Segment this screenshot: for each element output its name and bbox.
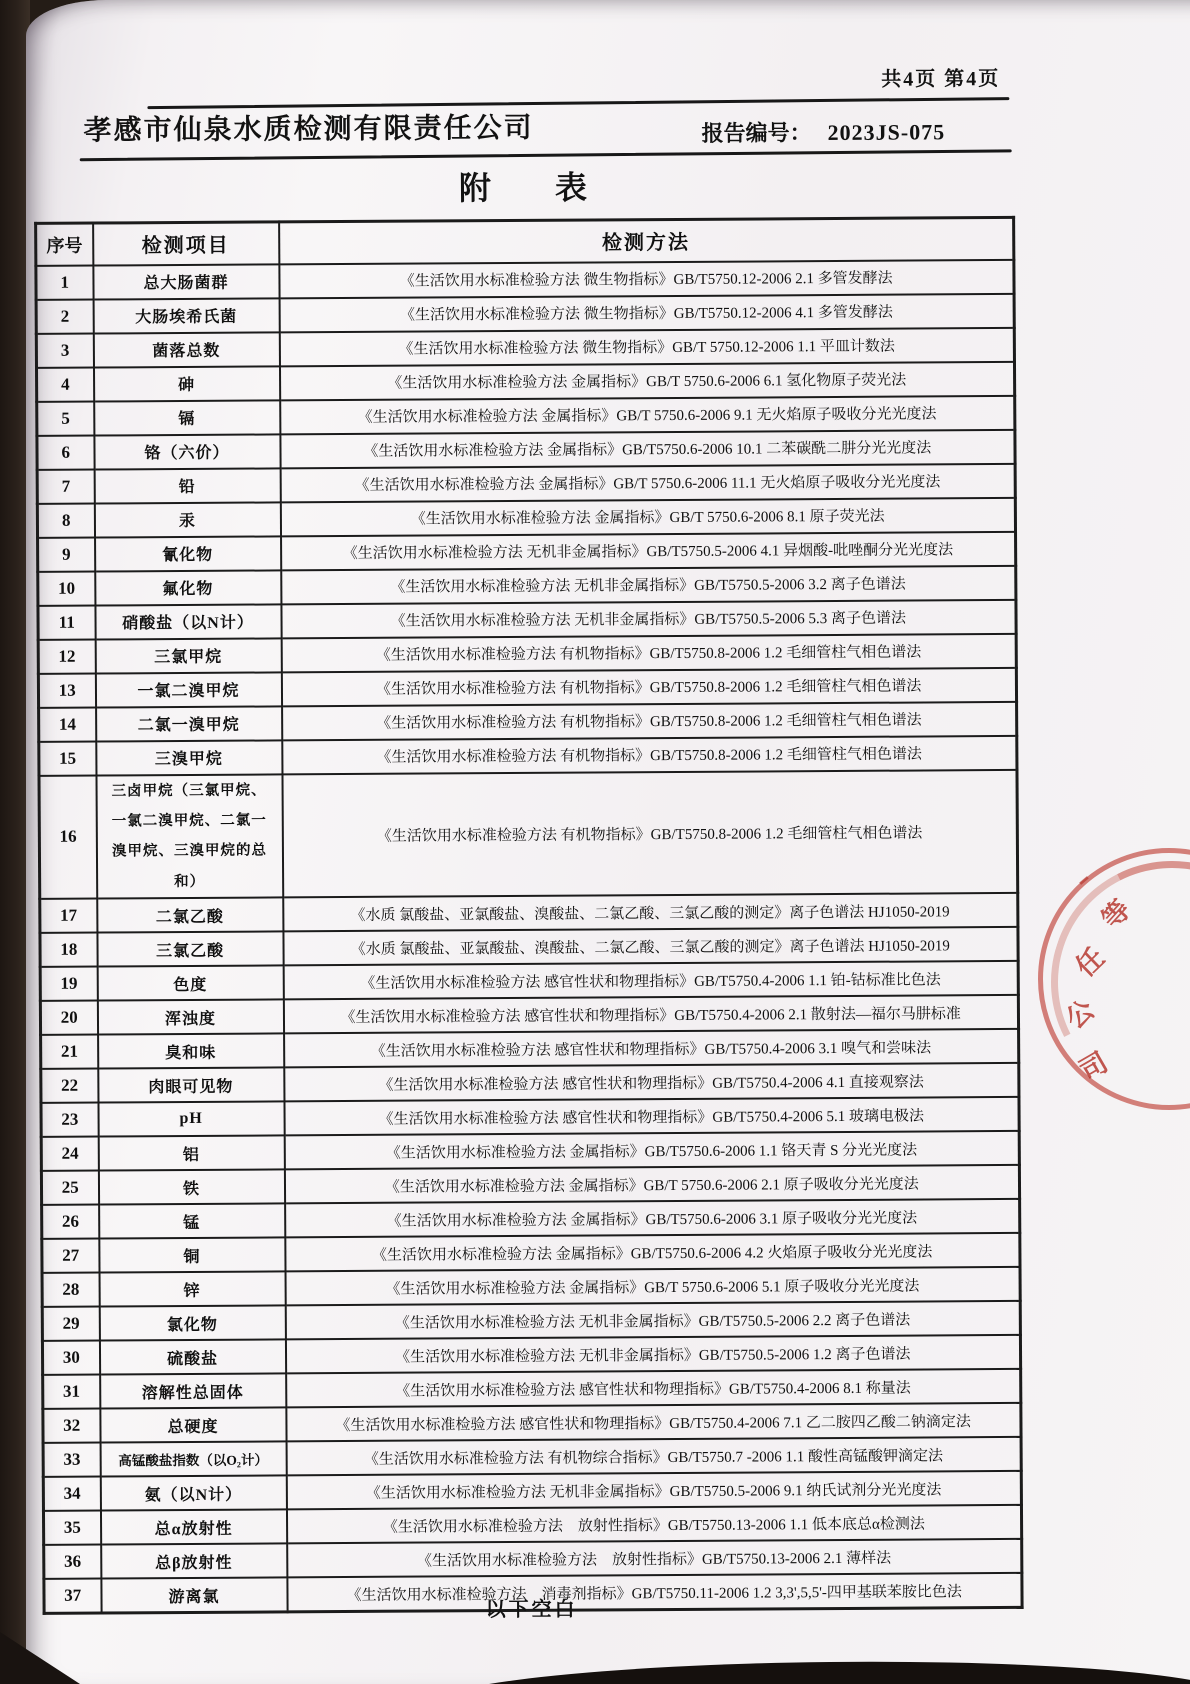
row-number: 17	[40, 899, 97, 933]
appendix-title: 附 表	[458, 169, 588, 207]
test-method: 《生活饮用水标准检验方法 感官性状和物理指标》GB/T5750.4-2006 5.1 玻璃电极法	[284, 1097, 1019, 1135]
row-number: 32	[43, 1409, 100, 1443]
row-number: 14	[39, 707, 96, 741]
test-method: 《生活饮用水标准检验方法 金属指标》GB/T5750.6-2006 3.1 原子吸收分光光度法	[285, 1199, 1020, 1237]
test-item: pH	[98, 1102, 284, 1137]
test-item: 色度	[97, 966, 283, 1001]
company-name: 孝感市仙泉水质检测有限责任公司	[83, 112, 534, 147]
row-number: 33	[43, 1443, 100, 1477]
column-header-method: 检测方法	[279, 217, 1014, 263]
test-item: 大肠埃希氏菌	[93, 298, 279, 333]
column-header-item: 检测项目	[93, 222, 279, 265]
test-item: 游离氯	[101, 1578, 287, 1613]
row-number: 30	[42, 1341, 99, 1375]
header-rule-bottom	[80, 149, 1012, 161]
test-method: 《生活饮用水标准检验方法 无机非金属指标》GB/T5750.5-2006 1.2 离子色谱法	[285, 1335, 1020, 1373]
test-method: 《生活饮用水标准检验方法 微生物指标》GB/T5750.12-2006 4.1 多管发酵法	[279, 293, 1014, 331]
row-number: 31	[43, 1375, 100, 1409]
test-method: 《生活饮用水标准检验方法 有机物指标》GB/T5750.8-2006 1.2 毛细管柱气相色谱法	[282, 735, 1017, 773]
row-number: 37	[44, 1579, 101, 1613]
row-number: 26	[42, 1205, 99, 1239]
test-method: 《生活饮用水标准检验方法 金属指标》GB/T 5750.6-2006 2.1 原子吸收分光光度法	[284, 1165, 1019, 1203]
row-number: 29	[42, 1307, 99, 1341]
test-method: 《生活饮用水标准检验方法 无机非金属指标》GB/T5750.5-2006 4.1 异烟酸-吡唑酮分光光度法	[281, 531, 1016, 569]
seal-character: 司	[1074, 1046, 1113, 1087]
test-method: 《生活饮用水标准检验方法 无机非金属指标》GB/T5750.5-2006 3.2 离子色谱法	[281, 565, 1016, 603]
test-method: 《生活饮用水标准检验方法 放射性指标》GB/T5750.13-2006 1.1 低本底总α检测法	[286, 1505, 1021, 1543]
row-number: 21	[41, 1035, 98, 1069]
test-item: 铝	[98, 1136, 284, 1171]
row-number: 5	[37, 401, 94, 435]
seal-character: 公	[1060, 994, 1101, 1035]
row-number: 15	[39, 741, 96, 775]
test-method: 《生活饮用水标准检验方法 无机非金属指标》GB/T5750.5-2006 2.2 离子色谱法	[285, 1301, 1020, 1339]
test-item: 铬（六价）	[94, 434, 280, 469]
test-item: 二氯一溴甲烷	[96, 706, 282, 741]
page-corner-shadow-bottom-left	[0, 1632, 80, 1684]
test-item: 三氯乙酸	[97, 932, 283, 967]
row-number: 2	[36, 299, 93, 333]
test-method: 《生活饮用水标准检验方法 金属指标》GB/T 5750.6-2006 5.1 原子吸收分光光度法	[285, 1267, 1020, 1305]
test-item: 氯化物	[99, 1306, 285, 1341]
test-method: 《生活饮用水标准检验方法 有机物指标》GB/T5750.8-2006 1.2 毛细管柱气相色谱法	[281, 633, 1016, 671]
test-method: 《生活饮用水标准检验方法 感官性状和物理指标》GB/T5750.4-2006 3.1 嗅气和尝味法	[284, 1029, 1019, 1067]
row-number: 20	[40, 1001, 97, 1035]
test-method: 《生活饮用水标准检验方法 感官性状和物理指标》GB/T5750.4-2006 1.1 铂-钴标准比色法	[283, 961, 1018, 999]
test-method: 《生活饮用水标准检验方法 微生物指标》GB/T5750.12-2006 2.1 多管发酵法	[279, 259, 1014, 297]
test-method: 《生活饮用水标准检验方法 无机非金属指标》GB/T5750.5-2006 5.3 离子色谱法	[281, 599, 1016, 637]
test-item: 镉	[94, 400, 280, 435]
test-method: 《生活饮用水标准检验方法 感官性状和物理指标》GB/T5750.4-2006 8.1 称量法	[286, 1369, 1021, 1407]
row-number: 3	[36, 333, 93, 367]
row-number: 16	[39, 775, 97, 899]
report-number-value: 2023JS-075	[827, 119, 946, 146]
row-number: 4	[36, 367, 93, 401]
test-item: 肉眼可见物	[98, 1068, 284, 1103]
test-item: 汞	[94, 502, 280, 537]
test-item: 锌	[99, 1272, 285, 1307]
test-item: 三溴甲烷	[96, 740, 282, 775]
test-method: 《生活饮用水标准检验方法 微生物指标》GB/T 5750.12-2006 1.1 平皿计数法	[279, 327, 1014, 365]
row-number: 7	[37, 469, 94, 503]
row-number: 23	[41, 1103, 98, 1137]
test-method: 《生活饮用水标准检验方法 金属指标》GB/T 5750.6-2006 8.1 原子荧光法	[280, 497, 1015, 535]
test-method: 《生活饮用水标准检验方法 有机物指标》GB/T5750.8-2006 1.2 毛细管柱气相色谱法	[282, 701, 1017, 739]
row-number: 25	[41, 1171, 98, 1205]
test-method: 《生活饮用水标准检验方法 感官性状和物理指标》GB/T5750.4-2006 7.1 乙二胺四乙酸二钠滴定法	[286, 1403, 1021, 1441]
column-header-no: 序号	[36, 223, 93, 265]
test-item: 总β放射性	[101, 1544, 287, 1579]
seal-character: 等	[1096, 894, 1137, 935]
test-method: 《水质 氯酸盐、亚氯酸盐、溴酸盐、二氯乙酸、三氯乙酸的测定》离子色谱法 HJ1050-2019	[283, 893, 1018, 931]
test-item: 二氯乙酸	[97, 898, 283, 933]
blank-below-note: 以下空白	[485, 1598, 578, 1622]
page-content	[25, 0, 1190, 1684]
test-item: 总α放射性	[100, 1510, 286, 1545]
row-number: 11	[38, 605, 95, 639]
row-number: 18	[40, 933, 97, 967]
test-method: 《生活饮用水标准检验方法 有机物指标》GB/T5750.8-2006 1.2 毛细管柱气相色谱法	[282, 769, 1018, 897]
row-number: 36	[44, 1545, 101, 1579]
row-number: 13	[38, 673, 95, 707]
test-method: 《生活饮用水标准检验方法 无机非金属指标》GB/T5750.5-2006 9.1 纳氏试剂分光光度法	[286, 1471, 1021, 1509]
seal-character: 任	[1070, 942, 1111, 983]
test-method: 《生活饮用水标准检验方法 金属指标》GB/T5750.6-2006 4.2 火焰原子吸收分光光度法	[285, 1233, 1020, 1271]
row-number: 22	[41, 1069, 98, 1103]
test-item: 菌落总数	[93, 332, 279, 367]
test-methods-table	[34, 216, 1023, 1615]
row-number: 9	[38, 537, 95, 571]
test-item: 溶解性总固体	[100, 1374, 286, 1409]
page-indicator: 共4页 第4页	[881, 67, 1001, 91]
row-number: 19	[40, 967, 97, 1001]
test-item: 铁	[98, 1170, 284, 1205]
test-item: 总大肠菌群	[93, 264, 279, 299]
test-item: 臭和味	[98, 1034, 284, 1069]
test-item: 三卤甲烷（三氯甲烷、一氯二溴甲烷、二氯一溴甲烷、三溴甲烷的总和）	[96, 774, 283, 899]
report-number	[701, 115, 945, 147]
test-method: 《生活饮用水标准检验方法 金属指标》GB/T 5750.6-2006 11.1 无火焰原子吸收分光光度法	[280, 463, 1015, 501]
test-method: 《生活饮用水标准检验方法 消毒剂指标》GB/T5750.11-2006 1.2 3,3',5,5'-四甲基联苯胺比色法	[287, 1573, 1022, 1611]
test-item: 总硬度	[100, 1408, 286, 1443]
test-item: 铜	[99, 1238, 285, 1273]
row-number: 6	[37, 435, 94, 469]
row-number: 10	[38, 571, 95, 605]
test-method: 《生活饮用水标准检验方法 金属指标》GB/T5750.6-2006 1.1 铬天青 S 分光光度法	[284, 1131, 1019, 1169]
row-number: 28	[42, 1273, 99, 1307]
test-method: 《生活饮用水标准检验方法 有机物指标》GB/T5750.8-2006 1.2 毛细管柱气相色谱法	[281, 667, 1016, 705]
table-header-row	[36, 217, 1014, 265]
test-method: 《生活饮用水标准检验方法 金属指标》GB/T 5750.6-2006 9.1 无火焰原子吸收分光光度法	[280, 395, 1015, 433]
test-item: 氟化物	[95, 570, 281, 605]
test-item: 浑浊度	[97, 1000, 283, 1035]
test-item: 一氯二溴甲烷	[95, 672, 281, 707]
row-number: 35	[43, 1511, 100, 1545]
test-method: 《生活饮用水标准检验方法 金属指标》GB/T 5750.6-2006 6.1 氢化物原子荧光法	[279, 361, 1014, 399]
test-item: 硝酸盐（以N计）	[95, 604, 281, 639]
test-item: 高锰酸盐指数（以O₂计）	[100, 1442, 286, 1477]
test-method: 《生活饮用水标准检验方法 金属指标》GB/T5750.6-2006 10.1 二苯碳酰二肼分光光度法	[280, 429, 1015, 467]
test-item: 铅	[94, 468, 280, 503]
test-method: 《生活饮用水标准检验方法 感官性状和物理指标》GB/T5750.4-2006 4.1 直接观察法	[284, 1063, 1019, 1101]
test-item: 砷	[93, 366, 279, 401]
test-method: 《生活饮用水标准检验方法 感官性状和物理指标》GB/T5750.4-2006 2.1 散射法—福尔马肼标准	[283, 995, 1018, 1033]
test-method: 《生活饮用水标准检验方法 放射性指标》GB/T5750.13-2006 2.1 薄样法	[287, 1539, 1022, 1577]
test-item: 氨（以N计）	[100, 1476, 286, 1511]
test-method: 《水质 氯酸盐、亚氯酸盐、溴酸盐、二氯乙酸、三氯乙酸的测定》离子色谱法 HJ1050-2019	[283, 927, 1018, 965]
test-item: 硫酸盐	[99, 1340, 285, 1375]
test-item: 氰化物	[95, 536, 281, 571]
document-page	[26, 0, 1190, 1684]
row-number: 24	[41, 1137, 98, 1171]
table-row	[39, 769, 1018, 899]
row-number: 1	[36, 265, 93, 299]
row-number: 34	[43, 1477, 100, 1511]
test-item: 三氯甲烷	[95, 638, 281, 673]
test-method: 《生活饮用水标准检验方法 有机物综合指标》GB/T5750.7 -2006 1.1 酸性高锰酸钾滴定法	[286, 1437, 1021, 1475]
row-number: 27	[42, 1239, 99, 1273]
report-number-label: 报告编号：	[701, 120, 812, 146]
row-number: 12	[38, 639, 95, 673]
row-number: 8	[37, 503, 94, 537]
test-item: 锰	[99, 1204, 285, 1239]
